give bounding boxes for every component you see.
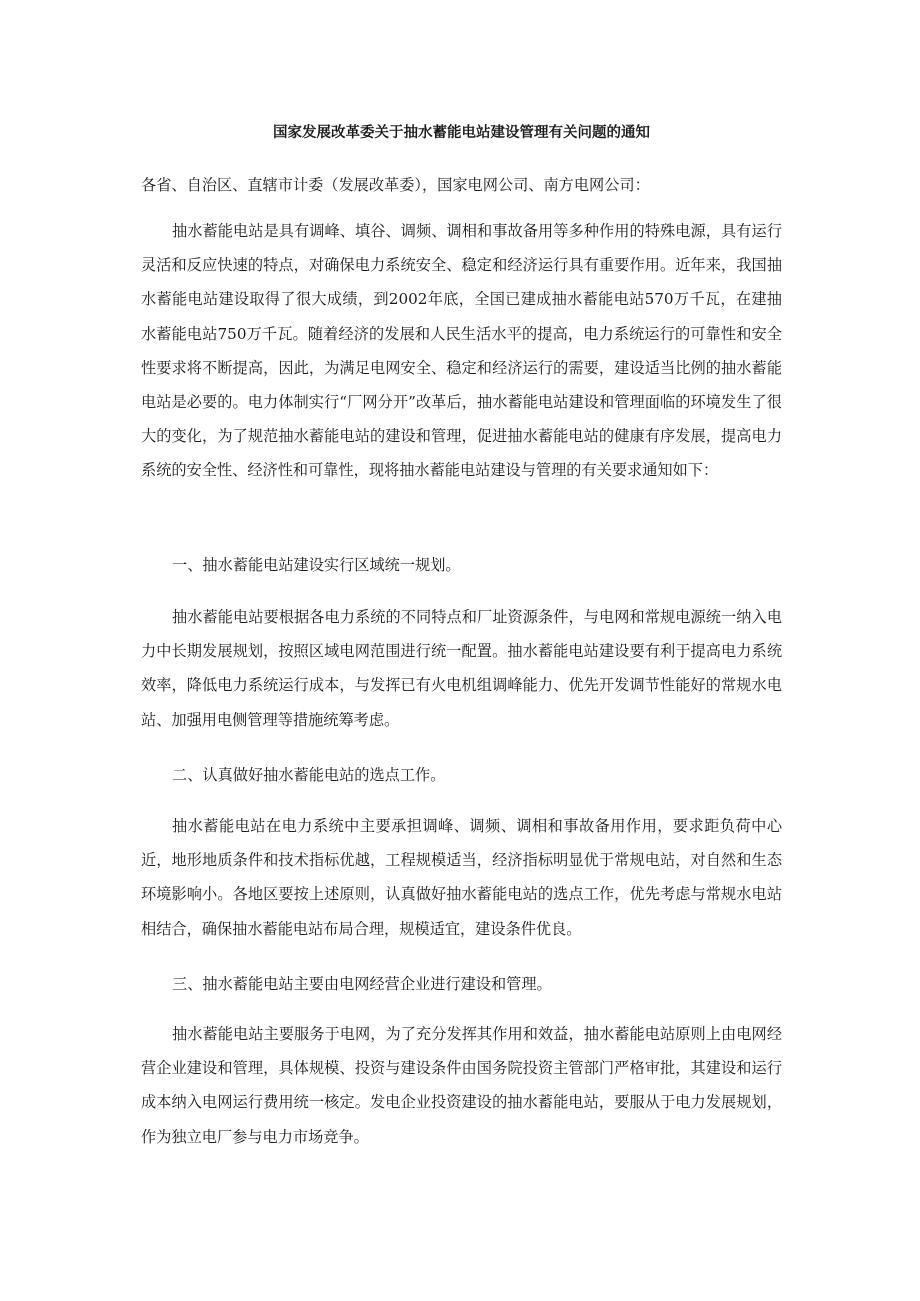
- section-heading-1: 一、抽水蓄能电站建设实行区域统一规划。: [172, 556, 461, 574]
- paragraph-intro: 抽水蓄能电站是具有调峰、填谷、调频、调相和事故备用等多种作用的特殊电源，具有运行灵活和反应快速的特点，对确保电力系统安全、稳定和经济运行具有重要作用。近年来，我国抽水蓄能电站建设取得了很大成绩，到2002年底，全国已建成抽水蓄能电站570万千瓦，在建抽水蓄能电站750万千瓦。随着经济的发展和人民生活水平的提高，电力系统运行的可靠性和安全性要求将不断提高，因此，为满足电网安全、稳定和经济运行的需要，建设适当比例的抽水蓄能电站是必要的。电力体制实行“厂网分开”改革后，抽水蓄能电站建设和管理面临的环境发生了很大的变化，为了规范抽水蓄能电站的建设和管理，促进抽水蓄能电站的健康有序发展，提高电力系统的安全性、经济性和可靠性，现将抽水蓄能电站建设与管理的有关要求通知如下：: [141, 222, 782, 480]
- paragraph-section-1: 抽水蓄能电站要根据各电力系统的不同特点和厂址资源条件，与电网和常规电源统一纳入电力中长期发展规划，按照区域电网范围进行统一配置。抽水蓄能电站建设要有利于提高电力系统效率，降低电力系统运行成本，与发挥已有火电机组调峰能力、优先开发调节性能好的常规水电站、加强用电侧管理等措施统筹考虑。: [141, 608, 782, 729]
- paragraph-section-2: 抽水蓄能电站在电力系统中主要承担调峰、调频、调相和事故备用作用，要求距负荷中心近，地形地质条件和技术指标优越，工程规模适当，经济指标明显优于常规电站，对自然和生态环境影响小。各地区要按上述原则，认真做好抽水蓄能电站的选点工作，优先考虑与常规水电站相结合，确保抽水蓄能电站布局合理，规模适宜，建设条件优良。: [141, 817, 782, 938]
- salutation: 各省、自治区、直辖市计委（发展改革委），国家电网公司、南方电网公司：: [141, 176, 650, 194]
- paragraph-section-3: 抽水蓄能电站主要服务于电网，为了充分发挥其作用和效益，抽水蓄能电站原则上由电网经营企业建设和管理，具体规模、投资与建设条件由国务院投资主管部门严格审批，其建设和运行成本纳入电网运行费用统一核定。发电企业投资建设的抽水蓄能电站，要服从于电力发展规划，作为独立电厂参与电力市场竞争。: [141, 1025, 782, 1146]
- document-title: 国家发展改革委关于抽水蓄能电站建设管理有关问题的通知: [273, 125, 650, 141]
- section-heading-2: 二、认真做好抽水蓄能电站的选点工作。: [172, 766, 446, 784]
- section-heading-3: 三、抽水蓄能电站主要由电网经营企业进行建设和管理。: [172, 975, 552, 993]
